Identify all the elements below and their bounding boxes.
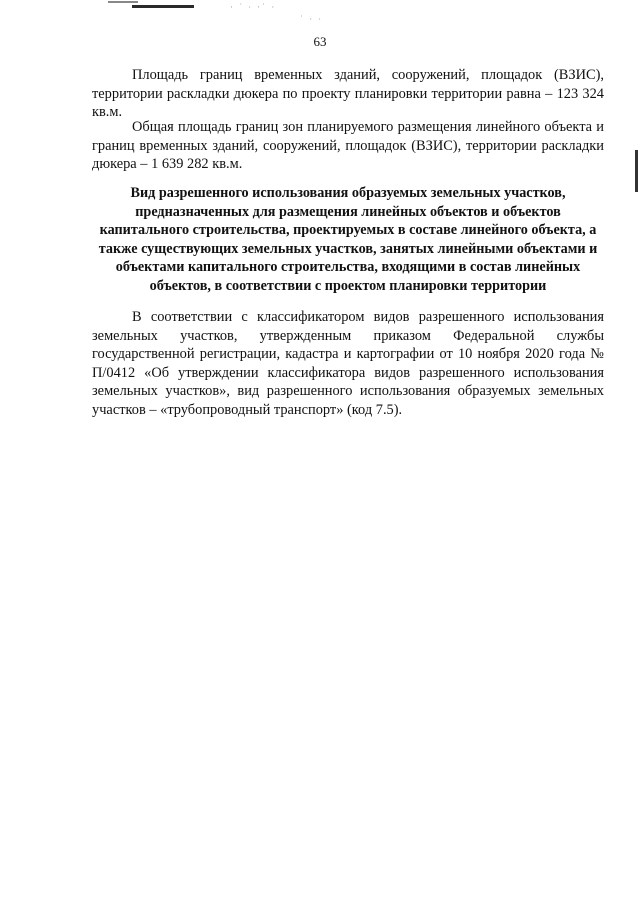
paragraph-vzis-area: Площадь границ временных зданий, сооружений, площадок (ВЗИС), территории раскладки дюкера по проекту планировки территории равна – 123 324 кв.м. [92, 67, 604, 121]
scan-edge-mark [635, 150, 638, 192]
scan-noise: ˙ · ∙ [300, 14, 323, 24]
scan-noise: · ˙ ∙ ·˙ · [230, 2, 277, 12]
scan-artifact-bar [132, 5, 194, 8]
page-number: 63 [313, 34, 327, 49]
section-heading: Вид разрешенного использования образуемых земельных участков, предназначенных для размещения линейных объектов и объектов капитального строительства, проектируемых в составе линейного объекта, а также существующих земельных участков, занятых линейными объектами и объектами капитального строительства, входящими в состав линейных объектов, в соответствии с проектом планировки территории [98, 185, 598, 294]
paragraph-land-use: В соответствии с классификатором видов разрешенного использования земельных участков, утвержденным приказом Федеральной службы государственной регистрации, кадастра и картографии от 10 ноября 2020 года № П/0412 «Об утверждении классификатора видов разрешенного использования земельных участков», вид разрешенного использования образуемых земельных участков – «трубопроводный транспорт» (код 7.5). [92, 309, 604, 418]
scan-artifact-line [108, 1, 138, 3]
paragraph-total-area: Общая площадь границ зон планируемого размещения линейного объекта и границ временных зданий, сооружений, площадок (ВЗИС), территории раскладки дюкера – 1 639 282 кв.м. [92, 119, 604, 173]
